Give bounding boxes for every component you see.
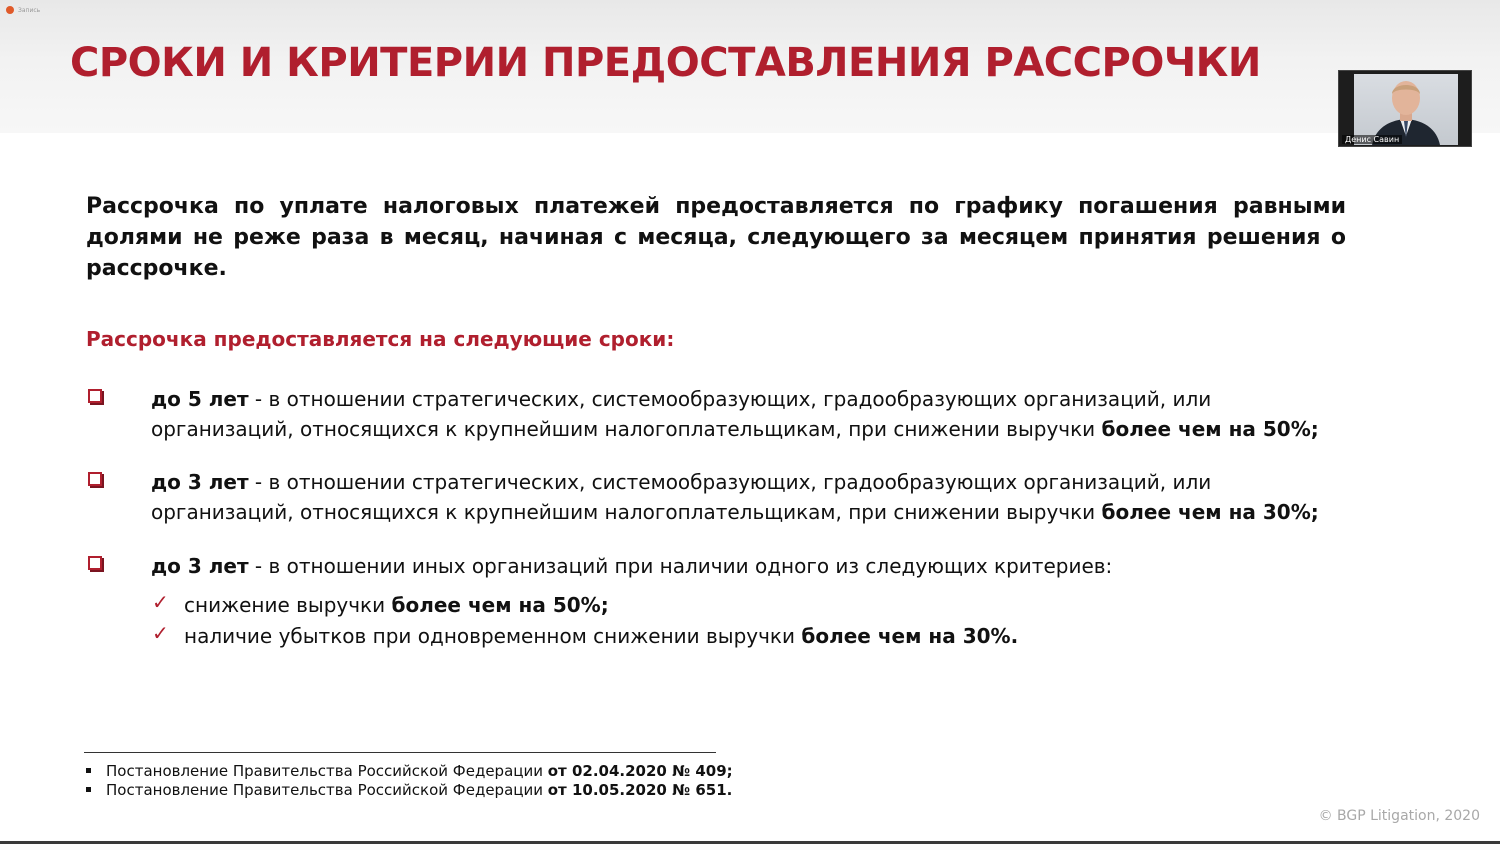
criteria-item [152, 590, 1252, 621]
term-body: - в отношении стратегических, системообразующих, градообразующих организаций, или организаций, относящихся к крупнейшим налогоплательщикам, при снижении выручки [151, 470, 1212, 524]
criteria-list [152, 590, 1252, 652]
criteria-item [152, 621, 1252, 652]
term-lead: до 5 лет [151, 387, 249, 411]
term-lead: до 3 лет [151, 554, 249, 578]
checkbox-square-icon [88, 389, 102, 403]
participant-video-tile[interactable] [1338, 70, 1472, 147]
terms-heading: Рассрочка предоставляется на следующие сроки: [86, 327, 675, 351]
square-bullet-icon [86, 787, 91, 792]
criteria-body: снижение выручки [184, 593, 392, 617]
term-emphasis: более чем на 30%; [1101, 500, 1319, 524]
criteria-text [184, 590, 609, 620]
square-bullet-icon [86, 768, 91, 773]
record-icon [6, 6, 14, 14]
participant-name: Денис Савин [1342, 135, 1402, 144]
term-emphasis: более чем на 50%; [1101, 417, 1319, 441]
footnote-text: Постановление Правительства Российской Федерации [106, 781, 548, 799]
footnote-emphasis: от 10.05.2020 № 651. [547, 781, 733, 799]
criteria-text [184, 621, 1018, 651]
term-body: - в отношении стратегических, системообразующих, градообразующих организаций, или организаций, относящихся к крупнейшим налогоплательщикам, при снижении выручки [151, 387, 1212, 441]
checkbox-square-icon [88, 472, 102, 486]
footnote-text: Постановление Правительства Российской Федерации [106, 762, 548, 780]
checkbox-square-icon [88, 556, 102, 570]
footnote-item [86, 762, 733, 781]
term-text [151, 551, 1351, 581]
slide-title: СРОКИ И КРИТЕРИИ ПРЕДОСТАВЛЕНИЯ РАССРОЧКИ [70, 40, 1261, 86]
criteria-body: наличие убытков при одновременном снижении выручки [184, 624, 802, 648]
term-text [151, 467, 1351, 527]
checkmark-icon: ✓ [152, 621, 169, 645]
intro-paragraph: Рассрочка по уплате налоговых платежей предоставляется по графику погашения равными долями не реже раза в месяц, начиная с месяца, следующего за месяцем принятия решения о рассрочке. [86, 194, 1346, 281]
criteria-emphasis: более чем на 30%. [801, 624, 1019, 648]
copyright-notice: © BGP Litigation, 2020 [1318, 808, 1480, 824]
recording-label: Запись [18, 6, 41, 14]
footnote-divider [84, 752, 716, 753]
footnote-emphasis: от 02.04.2020 № 409; [547, 762, 733, 780]
recording-indicator[interactable] [6, 6, 40, 14]
term-body: - в отношении иных организаций при наличии одного из следующих критериев: [248, 554, 1113, 578]
footnote-item [86, 781, 733, 800]
criteria-emphasis: более чем на 50%; [391, 593, 609, 617]
term-text [151, 384, 1351, 444]
footnotes [86, 762, 733, 800]
checkmark-icon: ✓ [152, 590, 169, 614]
term-lead: до 3 лет [151, 470, 249, 494]
